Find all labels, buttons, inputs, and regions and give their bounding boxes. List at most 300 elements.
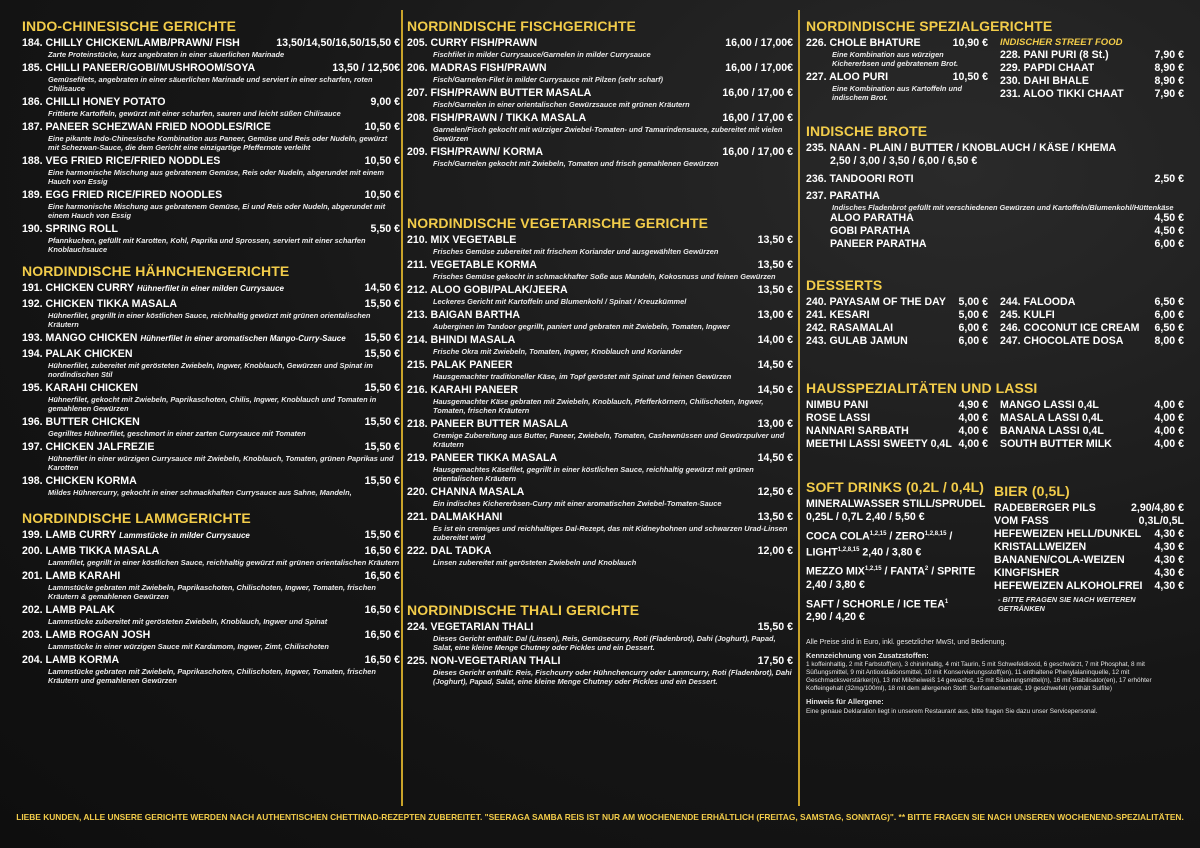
menu-item — [407, 452, 793, 483]
item-price: 10,50 € — [364, 121, 400, 133]
menu-item — [22, 382, 400, 413]
section-special — [806, 37, 1184, 105]
menu-item — [1000, 62, 1184, 75]
item-description: Zarte Proteinstücke, kurz angebraten in einer säuerlichen Marinade — [48, 50, 285, 59]
item-price: 6,50 € — [1154, 296, 1184, 308]
menu-item — [407, 284, 793, 306]
item-price: 2,50 / 3,00 / 3,50 / 6,00 / 6,50 € — [830, 155, 978, 167]
item-price: 17,50 € — [757, 655, 793, 667]
item-description: Hausgemachter traditioneller Käse, im Topf geröstet mit Spinat und feinen Gewürzen — [433, 372, 732, 381]
menu-item — [407, 545, 793, 567]
menu-item — [806, 37, 988, 68]
item-name: 199. LAMB CURRY Lammstücke in milder Currysauce — [22, 529, 250, 541]
item-price: 15,50 € — [757, 621, 793, 633]
item-price: 8,90 € — [1154, 75, 1184, 87]
menu-item — [407, 234, 793, 256]
item-name: 202. LAMB PALAK — [22, 604, 115, 616]
item-price: 10,90 € — [952, 37, 988, 49]
menu-column-left — [22, 18, 400, 688]
item-description: Indisches Fladenbrot gefüllt mit verschiedenen Gewürzen und Kartoffeln/Blumenkohl/Hüttenkäse — [832, 203, 1174, 212]
item-price: 9,00 € — [370, 96, 400, 108]
section-title: INDO-CHINESISCHE GERICHTE — [22, 18, 237, 34]
section-breads — [806, 142, 1184, 251]
item-price: 4,30 € — [1154, 554, 1184, 566]
item-description: Linsen zubereitet mit gerösteten Zwiebeln und Knoblauch — [433, 558, 637, 567]
item-price: 2,90/4,80 € — [1130, 502, 1184, 514]
menu-item — [22, 604, 400, 626]
item-description: Frittierte Kartoffeln, gewürzt mit einer scharfen, sauren und leicht süßen Chilisauce — [48, 109, 341, 118]
item-price: 15,50 € — [364, 475, 400, 487]
item-price: 8,90 € — [1154, 62, 1184, 74]
street-food-title: INDISCHER STREET FOOD — [1000, 37, 1123, 48]
menu-item — [22, 570, 400, 601]
item-name: 240. PAYASAM OF THE DAY — [806, 296, 946, 308]
section-title: DESSERTS — [806, 277, 883, 293]
item-name: 190. SPRING ROLL — [22, 223, 118, 235]
menu-item — [830, 225, 1184, 238]
section-title: HAUSSPEZIALITÄTEN UND LASSI — [806, 380, 1038, 396]
item-name: ROSE LASSI — [806, 412, 871, 424]
menu-item — [22, 416, 400, 438]
menu-item — [1000, 335, 1184, 348]
item-description: Fischfilet in milder Currysauce/Garnelen in milder Currysauce — [433, 50, 651, 59]
item-price: 14,50 € — [364, 282, 400, 294]
item-name: 196. BUTTER CHICKEN — [22, 416, 140, 428]
menu-item — [994, 567, 1184, 580]
menu-item — [830, 238, 1184, 251]
section-title: NORDINDISCHE THALI GERICHTE — [407, 602, 640, 618]
menu-item — [806, 438, 988, 451]
menu-item — [806, 71, 988, 102]
item-price: 6,50 € — [1154, 322, 1184, 334]
item-price: 15,50 € — [364, 441, 400, 453]
item-price: 13,50/14,50/16,50/15,50 € — [276, 37, 400, 49]
menu-item — [407, 359, 793, 381]
menu-item — [22, 121, 400, 152]
menu-item — [22, 223, 400, 254]
item-name: MANGO LASSI 0,4L — [1000, 399, 1099, 411]
menu-column-middle — [407, 18, 793, 689]
menu-item — [22, 155, 400, 186]
item-name: 211. VEGETABLE KORMA — [407, 259, 537, 271]
menu-item — [806, 399, 988, 412]
column-divider — [798, 10, 800, 806]
item-description: Hausgemachter Käse gebraten mit Zwiebeln, Knoblauch, Pfefferkörnern, Chilischoten, Ingwer, Tomaten, frischen Kräutern — [433, 397, 764, 415]
item-name: 203. LAMB ROGAN JOSH — [22, 629, 151, 641]
menu-item — [994, 515, 1184, 528]
item-price: 10,50 € — [364, 155, 400, 167]
item-name: 216. KARAHI PANEER — [407, 384, 519, 396]
item-name: SOUTH BUTTER MILK — [1000, 438, 1112, 450]
section-title: NORDINDISCHE LAMMGERICHTE — [22, 510, 251, 526]
beer-note: - BITTE FRAGEN SIE NACH WEITEREN GETRÄNKEN — [998, 595, 1136, 613]
item-name: 220. CHANNA MASALA — [407, 486, 525, 498]
item-name: 218. PANEER BUTTER MASALA — [407, 418, 569, 430]
item-description: Hühnerfilet, zubereitet mit gerösteten Zwiebeln, Ingwer, Knoblauch, Gewürzen und Spinat im nordindischen Stil — [48, 361, 373, 379]
item-name: BANANEN/COLA-WEIZEN — [994, 554, 1125, 566]
item-price: 7,90 € — [1154, 88, 1184, 100]
item-name: 246. COCONUT ICE CREAM — [1000, 322, 1140, 334]
item-name: 206. MADRAS FISH/PRAWN — [407, 62, 547, 74]
drink-line: LIGHT$^{1,2,8,15}$ 2,40 / 3,80 € — [806, 546, 922, 559]
item-description: Hühnerfilet in einer würzigen Currysauce mit Zwiebeln, Knoblauch, Tomaten, grünen Paprikas und Karotten — [48, 454, 394, 472]
item-description: Es ist ein cremiges und reichhaltiges Dal-Rezept, das mit Kidneybohnen und schwarzen Urad-Linsen zubereitet wird — [433, 524, 788, 542]
item-price: 6,00 € — [958, 335, 988, 347]
item-description: Eine pikante Indo-Chinesische Kombination aus Paneer, Gemüse und Reis oder Nudeln, gewürzt mit Schezwan-Sauce, die dem Gericht eine einzigartige Pfeffernote verleiht — [48, 134, 388, 152]
item-price: 13,00 € — [757, 418, 793, 430]
item-price: 4,00 € — [1154, 412, 1184, 424]
menu-item — [830, 212, 1184, 225]
item-name: 228. PANI PURI (8 St.) — [1000, 49, 1109, 61]
drink-line: 2,90 / 4,20 € — [806, 611, 865, 624]
section-thali — [407, 602, 793, 686]
menu-item — [1000, 75, 1184, 88]
item-price: 16,00 / 17,00 € — [722, 146, 793, 158]
menu-item — [994, 528, 1184, 541]
item-name: 215. PALAK PANEER — [407, 359, 513, 371]
price-note: Alle Preise sind in Euro, inkl. gesetzlicher MwSt, und Bedienung. — [806, 639, 1007, 647]
item-name: 222. DAL TADKA — [407, 545, 492, 557]
item-price: 15,50 € — [364, 416, 400, 428]
item-description: Gemüsefilets, angebraten in einer säuerlichen Marinade und serviert in einer scharfen, roten Chilisauce — [48, 75, 373, 93]
item-price: 2,50 € — [1154, 173, 1184, 185]
section-title: NORDINDISCHE FISCHGERICHTE — [407, 18, 636, 34]
item-name: 214. BHINDI MASALA — [407, 334, 516, 346]
item-description: Pfannkuchen, gefüllt mit Karotten, Kohl, Paprika und Sprossen, serviert mit einer scharfen Knoblauchsauce — [48, 236, 366, 254]
menu-item — [22, 654, 400, 685]
item-name: 205. CURRY FISH/PRAWN — [407, 37, 538, 49]
menu-item — [22, 545, 400, 567]
item-name: VOM FASS — [994, 515, 1049, 527]
menu-item — [1000, 49, 1184, 62]
menu-item — [994, 580, 1184, 593]
item-price: 16,00 / 17,00€ — [725, 37, 793, 49]
item-price: 6,00 € — [958, 322, 988, 334]
item-name: PANEER PARATHA — [830, 238, 927, 250]
item-name: HEFEWEIZEN HELL/DUNKEL — [994, 528, 1142, 540]
menu-item — [407, 511, 793, 542]
item-price: 4,00 € — [958, 438, 988, 450]
item-description: Lammstücke gebraten mit Zwiebeln, Paprikaschoten, Chilischoten, Ingwer, Tomaten, frischen Kräutern und gemahlenen Gewürzen — [48, 667, 376, 685]
item-price: 14,50 € — [757, 452, 793, 464]
drink-line: MEZZO MIX$^{1,2,15}$ / FANTA$^2$ / SPRITE — [806, 565, 976, 578]
menu-item — [407, 146, 793, 168]
item-price: 5,00 € — [958, 296, 988, 308]
menu-item — [22, 189, 400, 220]
menu-item — [22, 529, 400, 542]
item-price: 13,00 € — [757, 309, 793, 321]
item-name: 221. DALMAKHANI — [407, 511, 503, 523]
item-price: 4,00 € — [1154, 399, 1184, 411]
item-name: RADEBERGER PILS — [994, 502, 1096, 514]
soft-drinks — [806, 479, 988, 624]
item-price: 15,50 € — [364, 348, 400, 360]
item-description: Eine Kombination aus würzigen Kichererbsen und gebratenem Brot. — [832, 50, 959, 68]
item-name: 245. KULFI — [1000, 309, 1055, 321]
item-name: 193. MANGO CHICKEN Hühnerfilet in einer aromatischen Mango-Curry-Sauce — [22, 332, 346, 344]
item-name: 225. NON-VEGETARIAN THALI — [407, 655, 561, 667]
item-name: HEFEWEIZEN ALKOHOLFREI — [994, 580, 1143, 592]
item-description: Dieses Gericht enthält: Reis, Fischcurry oder Hühnchencurry oder Lammcurry, Roti (Fladenbrot), Dahi (Joghurt), Papad, Salat, eine kleine Menge Chutney oder Pickles und ein Dessert. — [433, 668, 792, 686]
menu-item — [1000, 438, 1184, 451]
item-price: 4,00 € — [1154, 425, 1184, 437]
section-indo-chinese — [22, 18, 400, 254]
item-name: 235. NAAN - PLAIN / BUTTER / KNOBLAUCH / KÄSE / KHEMA — [806, 142, 1117, 154]
item-inline-description: Lammstücke in milder Currysauce — [119, 531, 250, 540]
item-description: Lammstücke zubereitet mit gerösteten Zwiebeln, Knoblauch, Ingwer und Spinat — [48, 617, 328, 626]
section-title: SOFT DRINKS (0,2L / 0,4L) — [806, 479, 985, 495]
item-name: 229. PAPDI CHAAT — [1000, 62, 1095, 74]
section-vegetarian — [407, 215, 793, 567]
menu-item — [1000, 425, 1184, 438]
section-fish — [407, 18, 793, 168]
column-divider — [401, 10, 403, 806]
section-desserts — [806, 296, 1184, 348]
section-title: INDISCHE BROTE — [806, 123, 928, 139]
menu-item — [22, 298, 400, 329]
item-description: Gegrilltes Hühnerfilet, geschmort in einer zarten Currysauce mit Tomaten — [48, 429, 306, 438]
item-description: Fisch/Garnelen in einer orientalischen Gewürzsauce mit grünen Kräutern — [433, 100, 690, 109]
item-price: 4,00 € — [958, 425, 988, 437]
item-name: NANNARI SARBATH — [806, 425, 909, 437]
item-name: 209. FISH/PRAWN/ KORMA — [407, 146, 543, 158]
item-description: Mildes Hühnercurry, gekocht in einer schmackhaften Currysauce aus Sahne, Mandeln, — [48, 488, 352, 497]
item-price: 4,30 € — [1154, 541, 1184, 553]
item-inline-description: Hühnerfilet in einer aromatischen Mango-Curry-Sauce — [140, 334, 346, 343]
menu-item — [22, 37, 400, 59]
additives-heading: Kennzeichnung von Zusatzstoffen: — [806, 651, 929, 661]
item-name: 197. CHICKEN JALFREZIE — [22, 441, 155, 453]
item-price: 16,50 € — [364, 629, 400, 641]
item-description: Frisches Gemüse gekocht in schmackhafter Soße aus Mandeln, Kokosnuss und feinen Gewürzen — [433, 272, 776, 281]
item-name: 204. LAMB KORMA — [22, 654, 120, 666]
menu-item — [407, 112, 793, 143]
menu-item — [806, 322, 988, 335]
item-description: Hühnerfilet, gekocht mit Zwiebeln, Paprikaschoten, Chilis, Ingwer, Knoblauch und Tomaten in gemahlenen Gewürzen — [48, 395, 377, 413]
item-name: 219. PANEER TIKKA MASALA — [407, 452, 558, 464]
item-price: 16,00 / 17,00€ — [725, 62, 793, 74]
drink-line: 0,25L / 0,7L 2,40 / 5,50 € — [806, 511, 925, 523]
item-name: 200. LAMB TIKKA MASALA — [22, 545, 160, 557]
item-name: 185. CHILLI PANEER/GOBI/MUSHROOM/SOYA — [22, 62, 256, 74]
menu-item — [806, 425, 988, 438]
item-price: 16,50 € — [364, 654, 400, 666]
item-description: Hühnerfilet, gegrillt in einer köstlichen Sauce, reichhaltig gewürzt mit grünen orientalischen Kräutern — [48, 311, 371, 329]
menu-item — [22, 282, 400, 295]
item-price: 4,90 € — [958, 399, 988, 411]
footer-note: LIEBE KUNDEN, ALLE UNSERE GERICHTE WERDEN NACH AUTHENTISCHEN CHETTINAD-REZEPTEN ZUBEREITET. "SEERAGA SAMBA REIS IST NUR AM WOCHENENDE ERHÄLTLICH (FREITAG, SAMSTAG, SONNTAG)". ** BITTE FRAGEN SIE NACH UNSEREN WOCHENEND-SPEZIALITÄTEN. — [16, 812, 1184, 822]
menu-item — [1000, 322, 1184, 335]
item-price: 14,50 € — [757, 359, 793, 371]
item-description: Lammfilet, gegrillt in einer köstlichen Sauce, reichhaltig gewürzt mit grünen orientalischen Kräutern — [48, 558, 400, 567]
drink-line: 2,40 / 3,80 € — [806, 578, 865, 591]
item-price: 16,50 € — [364, 570, 400, 582]
allergen-text: Eine genaue Deklaration liegt in unserem Restaurant aus, bitte fragen Sie dazu unser Servicepersonal. — [806, 708, 1098, 716]
menu-item — [1000, 296, 1184, 309]
allergen-heading: Hinweis für Allergene: — [806, 697, 884, 707]
menu-item — [22, 62, 400, 93]
item-price: 15,50 € — [364, 382, 400, 394]
item-price: 16,00 / 17,00 € — [722, 112, 793, 124]
item-name: 192. CHICKEN TIKKA MASALA — [22, 298, 177, 310]
item-name: 241. KESARI — [806, 309, 870, 321]
section-drinks — [806, 479, 1184, 624]
item-price: 0,3L/0,5L — [1138, 515, 1184, 527]
item-name: 227. ALOO PURI — [806, 71, 889, 83]
drink-line: MINERALWASSER STILL/SPRUDEL — [806, 498, 986, 510]
menu-item — [407, 259, 793, 281]
item-price: 15,50 € — [364, 298, 400, 310]
item-price: 13,50 / 12,50€ — [332, 62, 400, 74]
item-price: 15,50 € — [364, 529, 400, 541]
menu-item — [806, 296, 988, 309]
item-name: 195. KARAHI CHICKEN — [22, 382, 138, 394]
section-title: NORDINDISCHE HÄHNCHENGERICHTE — [22, 263, 290, 279]
menu-item — [22, 629, 400, 651]
item-price: 12,50 € — [757, 486, 793, 498]
item-name: 212. ALOO GOBI/PALAK/JEERA — [407, 284, 568, 296]
menu-item — [994, 502, 1184, 515]
menu-item — [22, 348, 400, 379]
drink-line: SAFT / SCHORLE / ICE TEA$^1$ — [806, 598, 949, 611]
item-price: 7,90 € — [1154, 49, 1184, 61]
item-description: Fisch/Garnelen gekocht mit Zwiebeln, Tomaten und frisch gemahlenen Gewürzen — [433, 159, 719, 168]
item-description: Eine harmonische Mischung aus gebratenem Gemüse, Ei und Reis oder Nudeln, abgerundet mit einem Hauch von Essig — [48, 202, 386, 220]
menu-item — [806, 309, 988, 322]
item-price: 16,50 € — [364, 604, 400, 616]
menu-item — [407, 309, 793, 331]
item-description: Frische Okra mit Zwiebeln, Tomaten, Ingwer, Knoblauch und Koriander — [433, 347, 682, 356]
item-name: 213. BAIGAN BARTHA — [407, 309, 521, 321]
item-name: 194. PALAK CHICKEN — [22, 348, 133, 360]
item-name: 226. CHOLE BHATURE — [806, 37, 921, 49]
menu-item — [994, 554, 1184, 567]
menu-item — [407, 87, 793, 109]
item-price: 4,30 € — [1154, 580, 1184, 592]
item-description: Frisches Gemüse zubereitet mit frischem Koriander und ausgewählten Gewürzen — [433, 247, 719, 256]
item-price: 13,50 € — [757, 234, 793, 246]
beer — [994, 479, 1184, 624]
item-name: NIMBU PANI — [806, 399, 869, 411]
item-price: 4,30 € — [1154, 567, 1184, 579]
item-price: 14,50 € — [757, 384, 793, 396]
section-title: NORDINDISCHE VEGETARISCHE GERICHTE — [407, 215, 709, 231]
item-name: 198. CHICKEN KORMA — [22, 475, 137, 487]
item-price: 14,00 € — [757, 334, 793, 346]
menu-item — [1000, 399, 1184, 412]
item-name: GOBI PARATHA — [830, 225, 911, 237]
item-description: Auberginen im Tandoor gegrillt, paniert und gebraten mit Zwiebeln, Tomaten, Ingwer — [433, 322, 730, 331]
menu-item — [22, 332, 400, 345]
item-name: 224. VEGETARIAN THALI — [407, 621, 534, 633]
section-lamb — [22, 510, 400, 685]
menu-column-right — [806, 18, 1184, 716]
item-price: 4,30 € — [1154, 528, 1184, 540]
item-name: 188. VEG FRIED RICE/FRIED NODDLES — [22, 155, 221, 167]
item-price: 6,00 € — [1154, 238, 1184, 250]
item-price: 4,00 € — [1154, 438, 1184, 450]
item-name: BANANA LASSI 0,4L — [1000, 425, 1104, 437]
menu-item — [407, 486, 793, 508]
item-description: Lammstücke gebraten mit Zwiebeln, Paprikaschoten, Chilischoten, Ingwer, Tomaten, frischen Kräutern & gemahlenen Gewürzen — [48, 583, 376, 601]
item-description: Hausgemachtes Käsefilet, gegrillt in einer köstlichen Sauce, reichhaltig gewürzt mit grünen orientalischen Kräutern — [433, 465, 754, 483]
item-name: 210. MIX VEGETABLE — [407, 234, 517, 246]
item-name: 208. FISH/PRAWN / TIKKA MASALA — [407, 112, 587, 124]
section-title: NORDINDISCHE SPEZIALGERICHTE — [806, 18, 1053, 34]
menu-item — [1000, 88, 1184, 101]
item-description: Cremige Zubereitung aus Butter, Paneer, Zwiebeln, Tomaten, Cashewnüssen und Gewürzpulver und Kräutern — [433, 431, 785, 449]
item-name: 237. PARATHA — [806, 190, 880, 202]
item-description: Lammstücke in einer würzigen Sauce mit Kardamom, Ingwer, Zimt, Chilischoten — [48, 642, 329, 651]
legal-notes — [806, 638, 1184, 716]
item-price: 5,00 € — [958, 309, 988, 321]
menu-item — [407, 655, 793, 686]
item-name: MASALA LASSI 0,4L — [1000, 412, 1104, 424]
item-name: ALOO PARATHA — [830, 212, 914, 224]
item-description: Fisch/Garnelen-Filet in milder Currysauce mit Pilzen (sehr scharf) — [433, 75, 663, 84]
section-title: BIER (0,5L) — [994, 483, 1070, 499]
item-price: 10,50 € — [952, 71, 988, 83]
item-name: 244. FALOODA — [1000, 296, 1076, 308]
item-price: 10,50 € — [364, 189, 400, 201]
item-price: 15,50 € — [364, 332, 400, 344]
menu-item — [407, 621, 793, 652]
drink-line: COCA COLA$^{1,2,15}$ / ZERO$^{1,2,8,15}$ / — [806, 530, 953, 543]
section-chicken — [22, 263, 400, 497]
menu-item — [22, 96, 400, 118]
item-name: 247. CHOCOLATE DOSA — [1000, 335, 1124, 347]
additives-text: 1 koffeinhaltig, 2 mit Farbstoff(en), 3 chininhaltig, 4 mit Taurin, 5 mit Schwefeldioxid, 6 geschwärzt, 7 mit Phosphat, 8 mit Süßungsmittel, 9 mit Antioxidationsmittel, 10 mit Konservierungsstoff(en), 11 enthaltene Phenylalaninquelle, 12 mit Geschmacksverstärker(n), 13 mit Milcheiweiß 14 gewachst, 15 mit Säuerungsmittel(n), 16 mit Stabilisator(en), 17 erhöhter Koffeingehalt (32mg/100ml), 18 mit dem allergenen Stoff: Senfsamenextrakt, 19 geschwefelt (enthält Sulfite) — [806, 661, 1152, 693]
item-name: 187. PANEER SCHEZWAN FRIED NOODLES/RICE — [22, 121, 271, 133]
menu-item — [407, 37, 793, 59]
item-description: Leckeres Gericht mit Kartoffeln und Blumenkohl / Spinat / Kreuzkümmel — [433, 297, 687, 306]
menu-item — [806, 412, 988, 425]
item-description: Garnelen/Fisch gekocht mit würziger Zwiebel-Tomaten- und Tamarindensauce, zubereitet mit vielen Gewürzen — [433, 125, 783, 143]
item-description: Ein indisches Kichererbsen-Curry mit einer aromatischen Zwiebel-Tomaten-Sauce — [433, 499, 722, 508]
menu-item — [994, 541, 1184, 554]
item-name: 230. DAHI BHALE — [1000, 75, 1089, 87]
item-price: 13,50 € — [757, 511, 793, 523]
menu-item — [1000, 412, 1184, 425]
menu-item — [1000, 309, 1184, 322]
item-price: 16,50 € — [364, 545, 400, 557]
item-price: 13,50 € — [757, 284, 793, 296]
item-name: 201. LAMB KARAHI — [22, 570, 121, 582]
menu-item — [407, 62, 793, 84]
item-price: 8,00 € — [1154, 335, 1184, 347]
section-lassi — [806, 399, 1184, 451]
item-price: 4,50 € — [1154, 212, 1184, 224]
menu-item — [407, 384, 793, 415]
item-name: 243. GULAB JAMUN — [806, 335, 908, 347]
item-name: 191. CHICKEN CURRY Hühnerfilet in einer milden Currysauce — [22, 282, 284, 294]
item-price: 4,50 € — [1154, 225, 1184, 237]
item-price: 13,50 € — [757, 259, 793, 271]
menu-item — [22, 441, 400, 472]
menu-item — [407, 418, 793, 449]
menu-item — [22, 475, 400, 497]
item-name: 207. FISH/PRAWN BUTTER MASALA — [407, 87, 592, 99]
item-description: Eine Kombination aus Kartoffeln und indischem Brot. — [832, 84, 963, 102]
item-price: 4,00 € — [958, 412, 988, 424]
item-name: 184. CHILLY CHICKEN/LAMB/PRAWN/ FISH — [22, 37, 240, 49]
item-name: 189. EGG FRIED RICE/FIRED NOODLES — [22, 189, 223, 201]
item-price: 12,00 € — [757, 545, 793, 557]
item-inline-description: Hühnerfilet in einer milden Currysauce — [136, 284, 284, 293]
item-name: 231. ALOO TIKKI CHAAT — [1000, 88, 1124, 100]
item-name: 236. TANDOORI ROTI — [806, 173, 914, 185]
item-price: 6,00 € — [1154, 309, 1184, 321]
